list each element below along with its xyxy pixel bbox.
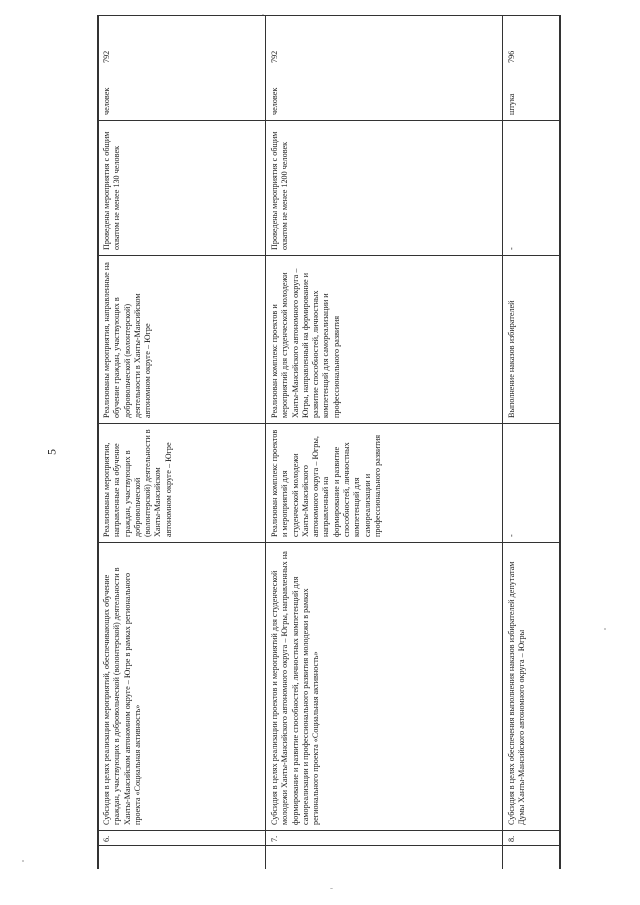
row-code: 792 [102,50,111,63]
row-number: 8. [507,835,516,842]
row-result-full: Реализованы мероприятия, направленные на обучение граждан, участвующих в добровольческой (волонтерской) деятельности в Ханты-Мансийском автономном округе – Югре [102,262,153,418]
row-number: 7. [270,835,279,842]
row-name: Субсидия в целях реализации мероприятий, обеспечивающих обучение граждан, участвующих в добровольческой (волонтерской) деятельности в Ханты-Мансийском автономном округе – Югре в рамках регионального проекта «Социальная активность» [102,567,142,825]
row-indicator: - [507,247,516,250]
row-number: 6. [102,835,111,842]
row-result-short: Реализован комплекс проектов и мероприятий для студенческой молодежи Ханты-Мансийского автономного округа – Югры, направленный на формирование и развитие способностей, личностных компетенций для самореализации и профессионального развития [270,429,382,537]
page-number: 5 [44,449,59,455]
row-result-short: Реализованы мероприятия, направленные на обучение граждан, участвующих в добровольческой (волонтерской) деятельности в Ханты-Мансийском автономном округе – Югре [102,429,173,537]
row-name: Субсидия в целях реализации проектов и мероприятий для студенческой молодежи Ханты-Мансийского автономного округа – Югры, направленных на формирование и развитие способностей, личностных компетенций для самореализации и профессионального развития молодежи в рамках регионального проекта «Социальная активность» [270,551,321,825]
row-result-short: - [507,534,516,537]
row-indicator: Проведены мероприятия с общим охватом не менее 1200 человек [270,131,290,250]
row-code: 796 [507,50,516,63]
row-code: 792 [270,50,279,63]
row-result-full: Выполнение наказов избирателей [507,300,516,418]
row-unit: штука [507,93,516,115]
row-indicator: Проведены мероприятия с общим охватом не менее 130 человек [102,131,122,250]
row-unit: человек [102,87,111,115]
row-name: Субсидия в целях обеспечения выполнения наказов избирателей депутатам Думы Ханты-Мансийского автономного округа – Югры [507,561,527,825]
row-unit: человек [270,87,279,115]
row-result-full: Реализован комплекс проектов и мероприятий для студенческой молодежи Ханты-Мансийского автономного округа – Югры, направленный на формирование и развитие способностей, личностных компетенций для самореализации и профессионального развития [270,268,341,418]
